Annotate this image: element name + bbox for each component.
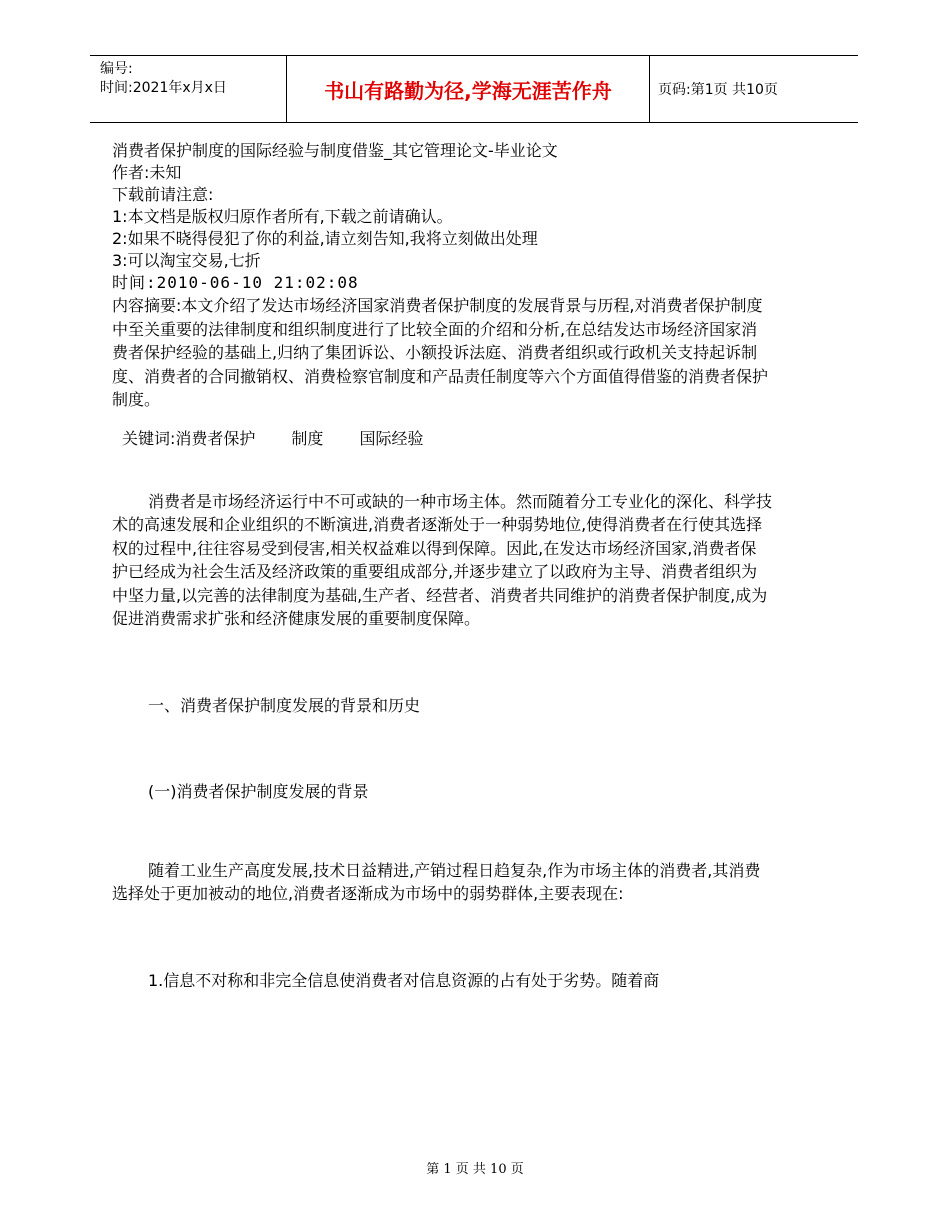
keyword: 消费者保护: [175, 428, 256, 448]
page-footer: 第 1 页 共 10 页: [426, 1162, 524, 1177]
notice-item: 3:可以淘宝交易,七折: [112, 251, 261, 270]
keyword: 制度: [291, 428, 324, 448]
subsection-heading: (一)消费者保护制度发展的背景: [148, 781, 369, 801]
page-header: [90, 55, 858, 123]
keywords-label: 关键词:: [122, 428, 176, 448]
header-page-info: 页码:第1页 共10页: [658, 82, 778, 98]
document-body: [112, 140, 772, 992]
doc-author: 作者:未知: [112, 163, 182, 182]
doc-time-label: 时间:2021年x月x日: [100, 80, 227, 96]
point-paragraph: 1.信息不对称和非完全信息使消费者对信息资源的占有处于劣势。随着商: [148, 970, 660, 990]
doc-id-label: 编号:: [100, 61, 133, 77]
notice-item: 1:本文档是版权归原作者所有,下载之前请确认。: [112, 207, 453, 226]
header-meta: [90, 56, 286, 122]
keywords-line: [112, 428, 772, 450]
body-paragraph: 随着工业生产高度发展,技术日益精进,产销过程日趋复杂,作为市场主体的消费者,其消费选择处于更加被动的地位,消费者逐渐成为市场中的弱势群体,主要表现在:: [112, 860, 761, 903]
doc-title: 消费者保护制度的国际经验与制度借鉴_其它管理论文-毕业论文: [112, 141, 558, 160]
notice-heading: 下载前请注意:: [112, 185, 214, 204]
abstract: 内容摘要:本文介绍了发达市场经济国家消费者保护制度的发展背景与历程,对消费者保护制度中至关重要的法律制度和组织制度进行了比较全面的介绍和分析,在总结发达市场经济国家消费者保护经验的基础上,归纳了集团诉讼、小额投诉法庭、消费者组织或行政机关支持起诉制度、消费者的合同撤销权、消费检察官制度和产品责任制度等六个方面值得借鉴的消费者保护制度。: [112, 296, 769, 409]
doc-time: 时间:2010-06-10 21:02:08: [112, 273, 359, 292]
section-heading: 一、消费者保护制度发展的背景和历史: [148, 695, 421, 715]
intro-paragraph: 消费者是市场经济运行中不可或缺的一种市场主体。然而随着分工专业化的深化、科学技术的高速发展和企业组织的不断演进,消费者逐渐处于一种弱势地位,使得消费者在行使其选择权的过程中,往往容易受到侵害,相关权益难以得到保障。因此,在发达市场经济国家,消费者保护已经成为社会生活及经济政策的重要组成部分,并逐步建立了以政府为主导、消费者组织为中坚力量,以完善的法律制度为基础,生产者、经营者、消费者共同维护的消费者保护制度,成为促进消费需求扩张和经济健康发展的重要制度保障。: [112, 491, 773, 628]
notice-item: 2:如果不晓得侵犯了你的利益,请立刻告知,我将立刻做出处理: [112, 229, 538, 248]
header-motto: 书山有路勤为径,学海无涯苦作舟: [286, 56, 650, 122]
keyword: 国际经验: [359, 428, 424, 448]
